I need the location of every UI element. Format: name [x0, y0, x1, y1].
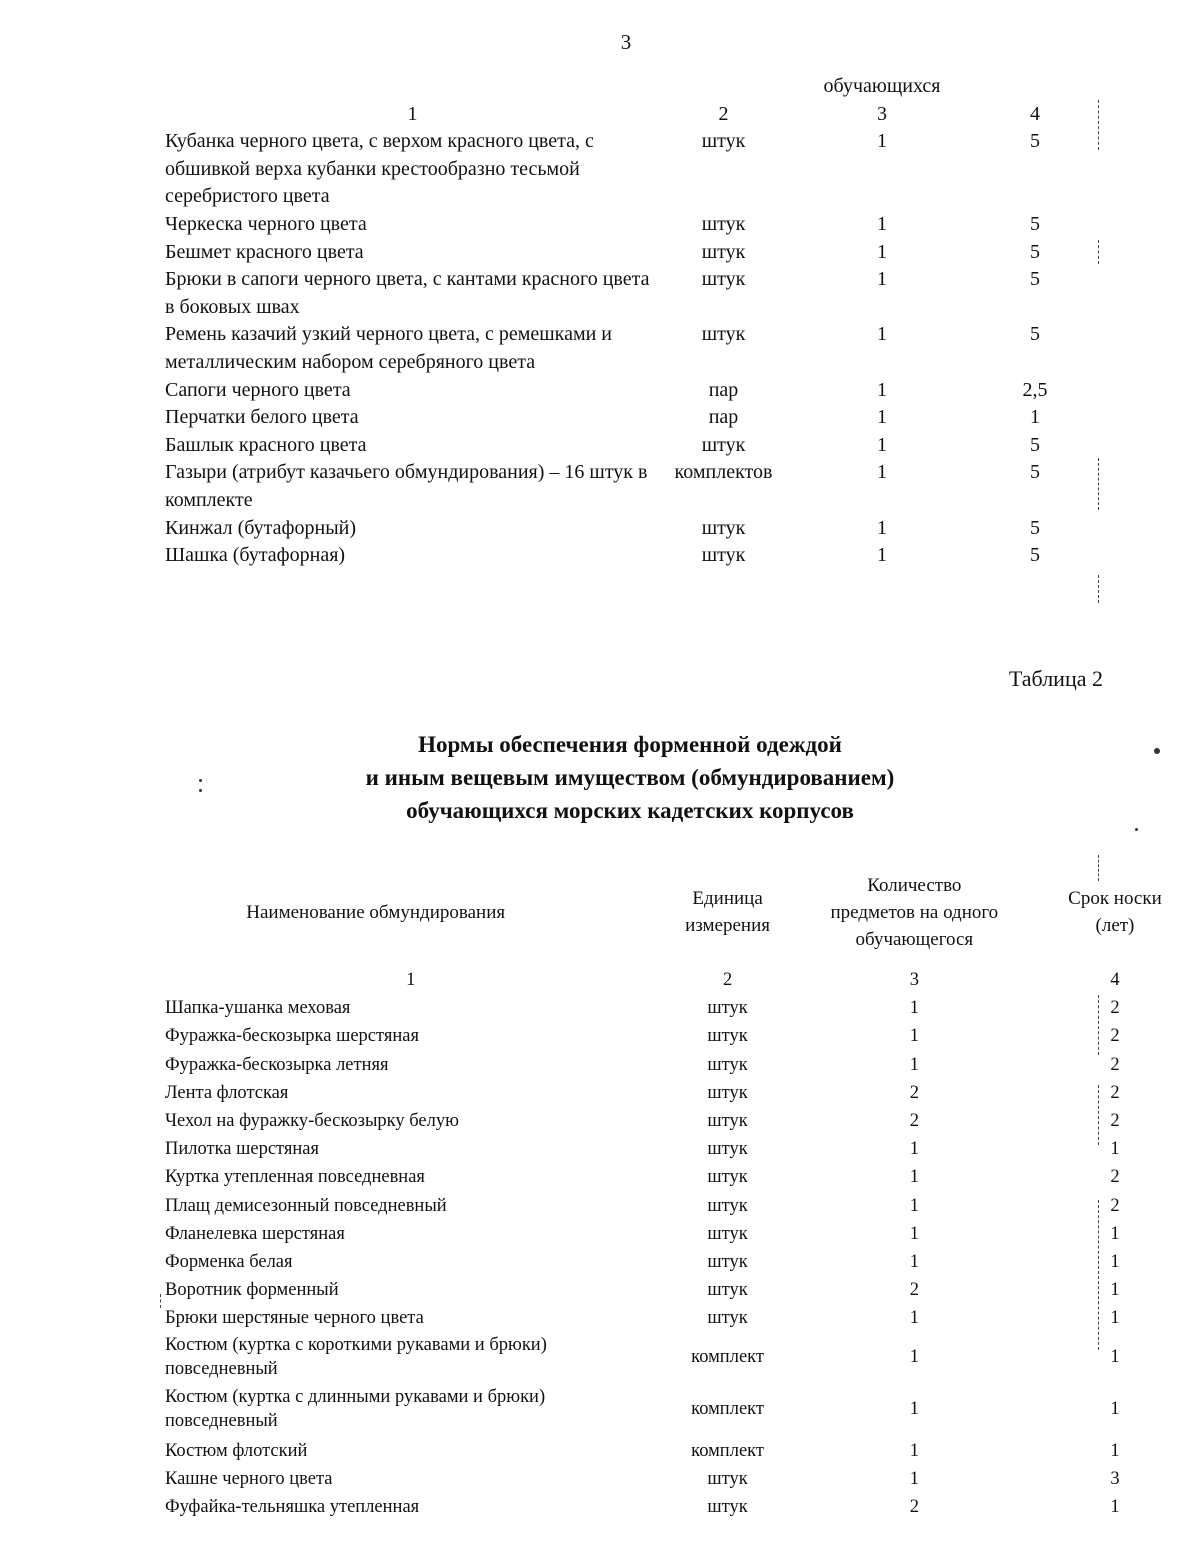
column-number: 4	[1030, 102, 1040, 125]
column-number: 4	[1110, 970, 1120, 990]
item-term: 3	[1110, 1468, 1120, 1489]
item-unit: штук	[707, 1308, 748, 1329]
table-row	[165, 1304, 1200, 1332]
item-name: Кубанка черного цвета, с верхом красного цвета, с обшивкой верха кубанки крестообразно тесьмой серебристого цвета	[165, 130, 594, 208]
item-quantity: 1	[877, 544, 887, 567]
item-unit: комплект	[691, 1440, 764, 1461]
item-term: 1	[1110, 1139, 1120, 1160]
item-unit: штук	[707, 1167, 748, 1188]
title-line: и иным вещевым имуществом (обмундированием)	[365, 765, 895, 790]
item-unit: штук	[701, 323, 746, 346]
item-quantity: 1	[877, 406, 887, 429]
scan-mark	[1098, 855, 1099, 881]
item-term: 2	[1110, 1111, 1120, 1132]
item-term: 1	[1110, 1346, 1120, 1367]
scan-mark	[1098, 240, 1099, 264]
item-quantity: 1	[877, 323, 887, 346]
item-name: Кашне черного цвета	[165, 1468, 333, 1489]
item-unit: штук	[707, 998, 748, 1019]
item-term: 5	[1030, 461, 1040, 484]
item-unit: комплект	[691, 1398, 764, 1419]
item-quantity: 1	[909, 1308, 919, 1329]
item-name: Брюки шерстяные черного цвета	[165, 1308, 424, 1329]
item-name: Плащ демисезонный повседневный	[165, 1195, 447, 1216]
table-row	[165, 1107, 1200, 1135]
item-unit: комплектов	[674, 461, 773, 484]
item-term: 1	[1030, 406, 1040, 429]
item-unit: штук	[701, 130, 746, 153]
item-quantity: 1	[909, 1167, 919, 1188]
item-term: 1	[1110, 1252, 1120, 1273]
scan-mark	[1098, 995, 1099, 1055]
scan-dot	[1154, 748, 1160, 754]
table-2-column-numbers-row	[165, 966, 1200, 994]
item-term: 1	[1110, 1223, 1120, 1244]
item-term: 5	[1030, 268, 1040, 291]
item-term: 2	[1110, 1054, 1120, 1075]
item-term: 1	[1110, 1280, 1120, 1301]
table-row	[165, 1493, 1200, 1521]
table-1	[165, 73, 1093, 570]
item-quantity: 2	[909, 1280, 919, 1301]
item-name: Чехол на фуражку-бескозырку белую	[165, 1111, 459, 1132]
table-2-label: Таблица 2	[1008, 666, 1103, 691]
item-unit: штук	[701, 544, 746, 567]
scan-mark	[1098, 1200, 1099, 1350]
table-2-title	[0, 728, 1200, 827]
column-number: 2	[722, 970, 733, 990]
header-cell	[165, 73, 660, 101]
item-unit: штук	[707, 1280, 748, 1301]
item-quantity: 1	[877, 212, 887, 235]
item-term: 1	[1110, 1440, 1120, 1461]
item-name: Шашка (бутафорная)	[165, 544, 346, 567]
item-quantity: 1	[877, 240, 887, 263]
item-name: Ремень казачий узкий черного цвета, с ремешками и металлическим набором серебряного цвета	[165, 323, 613, 373]
item-term: 2	[1110, 1195, 1120, 1216]
item-quantity: 1	[877, 268, 887, 291]
table-row	[165, 128, 1093, 211]
item-name: Воротник форменный	[165, 1280, 339, 1301]
table-row	[165, 1135, 1200, 1163]
item-unit: штук	[707, 1026, 748, 1047]
item-unit: пар	[708, 406, 739, 429]
table-row	[165, 377, 1093, 405]
item-unit: штук	[707, 1468, 748, 1489]
item-term: 5	[1030, 240, 1040, 263]
table-row	[165, 1022, 1200, 1050]
item-quantity: 1	[909, 998, 919, 1019]
item-unit: штук	[701, 516, 746, 539]
item-name: Сапоги черного цвета	[165, 378, 351, 401]
item-term: 5	[1030, 130, 1040, 153]
item-quantity: 2	[909, 1082, 919, 1103]
table-row	[165, 1163, 1200, 1191]
item-name: Перчатки белого цвета	[165, 406, 359, 429]
item-term: 2	[1110, 1082, 1120, 1103]
item-quantity: 1	[877, 461, 887, 484]
item-name: Куртка утепленная повседневная	[165, 1167, 425, 1188]
item-quantity: 1	[877, 130, 887, 153]
item-unit: штук	[707, 1054, 748, 1075]
table-row	[165, 1385, 1200, 1437]
item-name: Башлык красного цвета	[165, 433, 367, 456]
item-unit: штук	[701, 212, 746, 235]
scan-mark	[1098, 575, 1099, 603]
item-quantity: 1	[877, 433, 887, 456]
item-term: 5	[1030, 323, 1040, 346]
table-row	[165, 211, 1093, 239]
item-name: Бешмет красного цвета	[165, 240, 364, 263]
item-quantity: 1	[877, 516, 887, 539]
table-row	[165, 321, 1093, 376]
table-row	[165, 542, 1093, 570]
item-term: 2	[1110, 998, 1120, 1019]
item-term: 1	[1110, 1497, 1120, 1518]
item-quantity: 1	[909, 1139, 919, 1160]
item-name: Газыри (атрибут казачьего обмундирования) – 16 штук в комплекте	[165, 461, 648, 511]
header-name: Наименование обмундирования	[246, 901, 506, 923]
header-quantity: Количество предметов на одного обучающегося	[830, 874, 999, 950]
table-1-head-fragment-row	[165, 73, 1093, 101]
item-term: 2	[1110, 1167, 1120, 1188]
item-quantity: 2	[909, 1497, 919, 1518]
scan-mark	[1098, 458, 1099, 510]
table-row	[165, 266, 1093, 321]
table-row	[165, 1465, 1200, 1493]
item-name: Костюм (куртка с короткими рукавами и брюки) повседневный	[165, 1334, 547, 1379]
item-quantity: 1	[909, 1346, 919, 1367]
column-number: 2	[718, 102, 729, 125]
item-unit: штук	[701, 268, 746, 291]
item-name: Фуражка-бескозырка шерстяная	[165, 1026, 419, 1047]
scan-dot	[199, 789, 202, 792]
item-name: Форменка белая	[165, 1252, 293, 1273]
item-term: 2,5	[1022, 378, 1048, 401]
scan-mark	[1098, 100, 1099, 150]
item-name: Кинжал (бутафорный)	[165, 516, 356, 539]
item-quantity: 1	[909, 1026, 919, 1047]
item-name: Фуражка-бескозырка летняя	[165, 1054, 389, 1075]
table-row	[165, 1276, 1200, 1304]
item-term: 5	[1030, 544, 1040, 567]
item-term: 1	[1110, 1398, 1120, 1419]
item-name: Черкеска черного цвета	[165, 212, 367, 235]
item-unit: штук	[707, 1195, 748, 1216]
item-term: 2	[1110, 1026, 1120, 1047]
item-term: 5	[1030, 516, 1040, 539]
table-row	[165, 1333, 1200, 1385]
item-unit: пар	[708, 378, 739, 401]
item-quantity: 2	[909, 1111, 919, 1132]
item-name: Брюки в сапоги черного цвета, с кантами красного цвета в боковых швах	[165, 268, 650, 318]
item-unit: штук	[707, 1252, 748, 1273]
scan-dot	[1135, 828, 1138, 831]
item-unit: штук	[707, 1111, 748, 1132]
table-row	[165, 459, 1093, 514]
header-term: Срок носки (лет)	[1068, 888, 1162, 936]
header-cell	[660, 73, 787, 101]
item-quantity: 1	[909, 1440, 919, 1461]
item-unit: штук	[707, 1139, 748, 1160]
item-name: Фуфайка-тельняшка утепленная	[165, 1497, 420, 1518]
item-name: Костюм флотский	[165, 1440, 308, 1461]
column-number: 1	[407, 102, 418, 125]
item-quantity: 1	[909, 1223, 919, 1244]
scan-dot	[199, 779, 202, 782]
item-unit: штук	[707, 1082, 748, 1103]
table-row	[165, 432, 1093, 460]
table-row	[165, 1192, 1200, 1220]
item-quantity: 1	[909, 1398, 919, 1419]
item-name: Костюм (куртка с длинными рукавами и брюки) повседневный	[165, 1386, 546, 1431]
item-unit: штук	[707, 1497, 748, 1518]
page-number: 3	[620, 30, 632, 54]
table-row	[165, 239, 1093, 267]
item-name: Шапка-ушанка меховая	[165, 998, 351, 1019]
item-quantity: 1	[909, 1054, 919, 1075]
table-1-column-numbers-row	[165, 101, 1093, 129]
item-unit: штук	[701, 433, 746, 456]
title-line: Нормы обеспечения форменной одеждой	[418, 732, 842, 757]
scan-mark	[160, 1294, 161, 1308]
table-2	[165, 858, 1200, 1521]
table-row	[165, 1437, 1200, 1465]
column-number: 3	[909, 970, 919, 990]
table-row	[165, 994, 1200, 1022]
header-cell: обучающихся	[823, 75, 941, 97]
item-name: Фланелевка шерстяная	[165, 1223, 345, 1244]
table-row	[165, 1079, 1200, 1107]
item-quantity: 1	[909, 1468, 919, 1489]
item-name: Пилотка шерстяная	[165, 1139, 320, 1160]
header-cell	[977, 73, 1093, 101]
item-quantity: 1	[909, 1195, 919, 1216]
item-term: 5	[1030, 212, 1040, 235]
table-2-header-row	[165, 858, 1200, 966]
item-unit: комплект	[691, 1346, 764, 1367]
item-unit: штук	[701, 240, 746, 263]
item-name: Лента флотская	[165, 1082, 289, 1103]
title-line: обучающихся морских кадетских корпусов	[406, 798, 854, 823]
table-row	[165, 515, 1093, 543]
scan-mark	[1098, 1085, 1099, 1145]
table-row	[165, 1051, 1200, 1079]
table-row	[165, 1220, 1200, 1248]
column-number: 1	[406, 970, 416, 990]
table-row	[165, 1248, 1200, 1276]
item-term: 1	[1110, 1308, 1120, 1329]
item-quantity: 1	[877, 378, 887, 401]
table-row	[165, 404, 1093, 432]
item-quantity: 1	[909, 1252, 919, 1273]
item-unit: штук	[707, 1223, 748, 1244]
header-unit: Единица измерения	[685, 888, 770, 936]
column-number: 3	[877, 102, 887, 125]
item-term: 5	[1030, 433, 1040, 456]
